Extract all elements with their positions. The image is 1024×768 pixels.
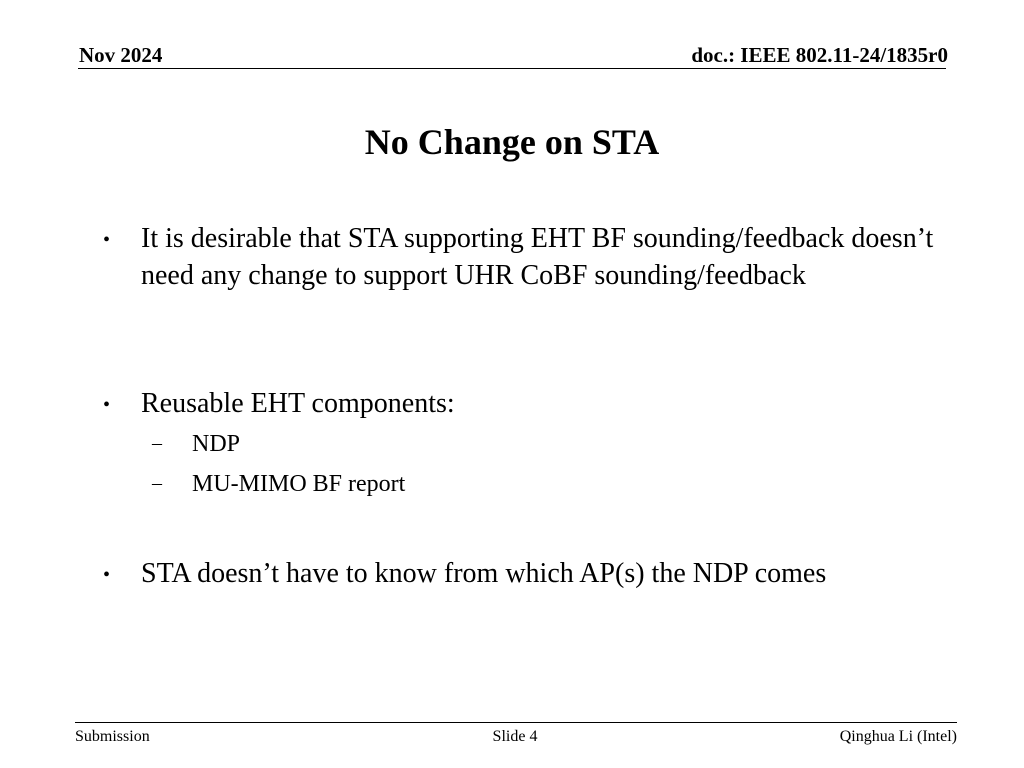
sub-bullet-text: NDP — [192, 431, 241, 457]
bullet-text: It is desirable that STA supporting EHT BF sounding/feedback doesn’t need any change to support UHR CoBF sounding/feedback — [141, 223, 934, 291]
bullet-text: STA doesn’t have to know from which AP(s) the NDP comes — [141, 558, 827, 589]
bullet-text: Reusable EHT components: — [141, 388, 455, 419]
footer-slide-number: Slide 4 — [492, 728, 538, 745]
sub-bullet-marker: – — [152, 432, 162, 454]
footer-submission: Submission — [75, 728, 150, 745]
header-date: Nov 2024 — [79, 43, 163, 67]
header-divider — [78, 68, 946, 69]
bullet-marker: • — [103, 229, 111, 251]
slide-title: No Change on STA — [364, 122, 660, 162]
footer-divider — [75, 722, 957, 723]
bullet-marker: • — [103, 564, 111, 586]
footer-author: Qinghua Li (Intel) — [839, 728, 957, 745]
sub-bullet-text: MU-MIMO BF report — [192, 471, 406, 497]
sub-bullet-marker: – — [152, 472, 162, 494]
header-doc-id: doc.: IEEE 802.11-24/1835r0 — [691, 43, 948, 67]
bullet-marker: • — [103, 394, 111, 416]
